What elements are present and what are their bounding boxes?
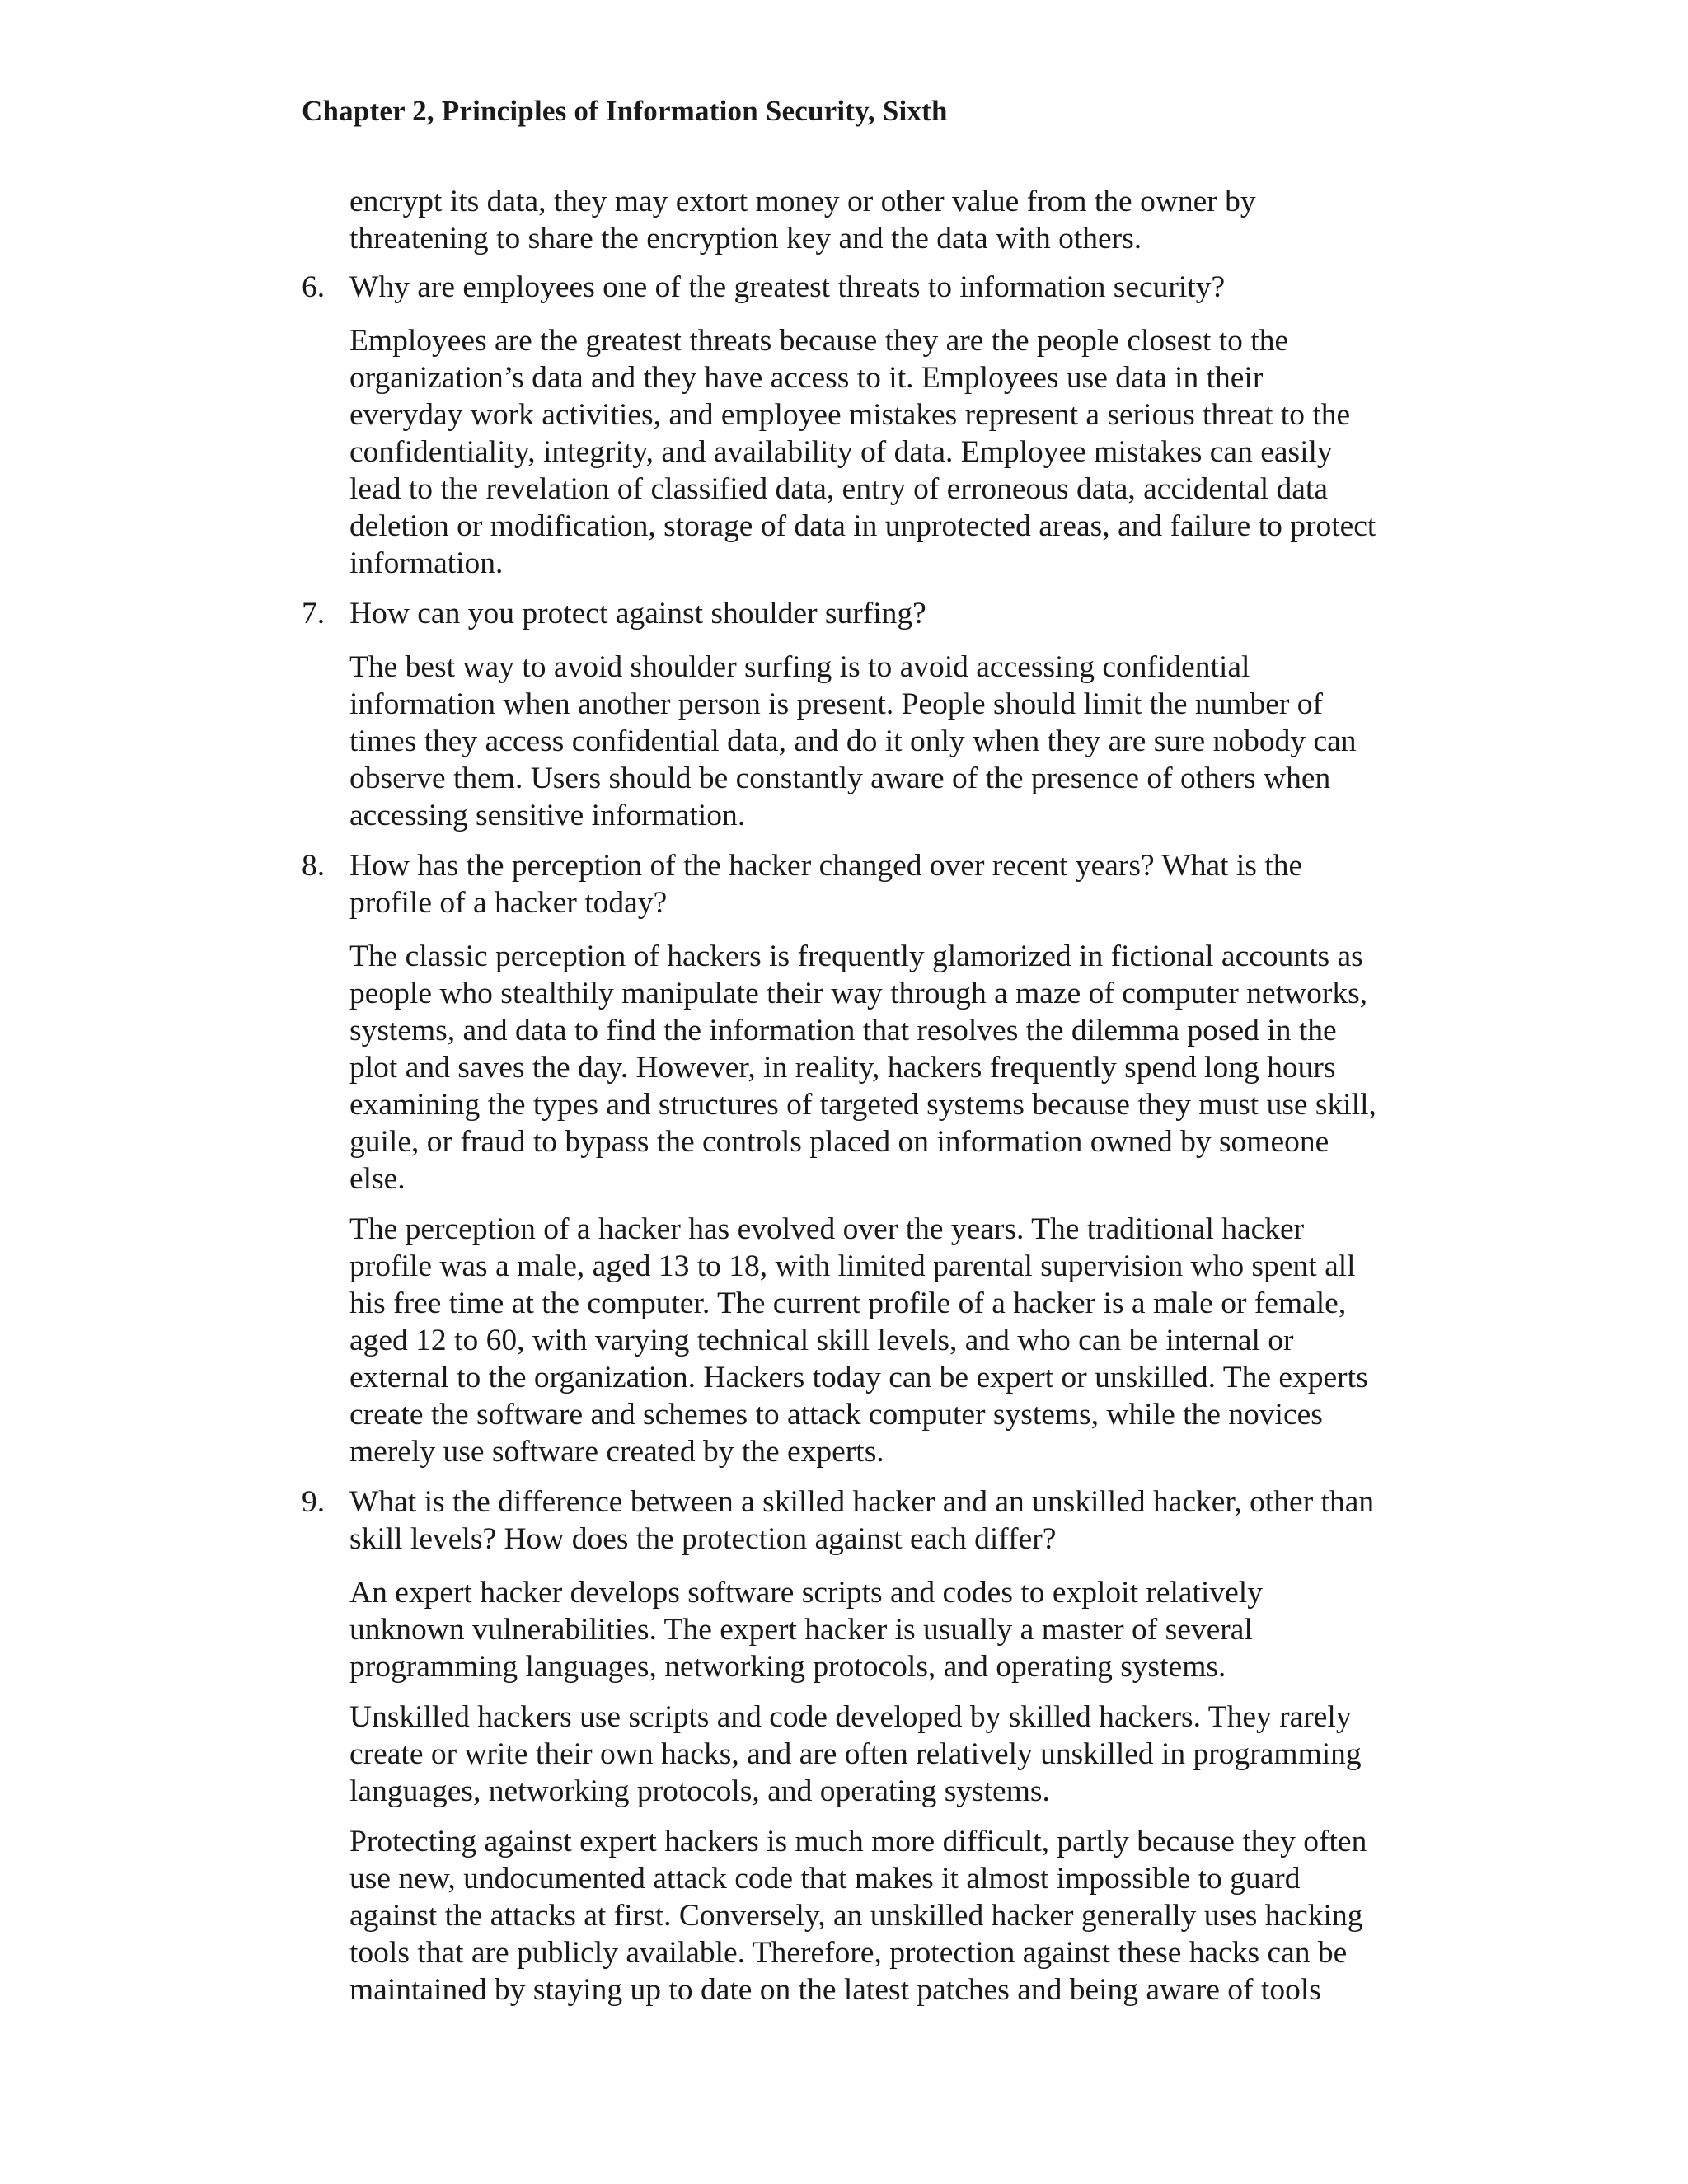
question-text: How can you protect against shoulder surfing? [349, 597, 926, 630]
answer-paragraph: Protecting against expert hackers is much more difficult, partly because they often use new, undocumented attack code that makes it almost impossible to guard against the attacks at first. Conversely, an unskilled hacker generally uses hacking tools that are publicly available. Therefore, protection against these hacks can be maintained by staying up to date on the latest patches and being aware of tools [349, 1825, 1367, 2007]
question-6 [302, 269, 1381, 306]
answer-paragraph: Employees are the greatest threats because they are the people closest to the organization’s data and they have access to it. Employees use data in their everyday work activities, and employee mistakes represent a serious threat to the confidentiality, integrity, and availability of data. Employee mistakes can easily lead to the revelation of classified data, entry of erroneous data, accidental data deletion or modification, storage of data in unprotected areas, and failure to protect information. [349, 324, 1376, 580]
question-9 [302, 1483, 1381, 1558]
question-text: Why are employees one of the greatest threats to information security? [349, 270, 1226, 304]
page-content [302, 183, 1381, 2022]
answer-paragraph: An expert hacker develops software scripts and codes to exploit relatively unknown vulnerabilities. The expert hacker is usually a master of several programming languages, networking protocols, and operating systems. [349, 1576, 1263, 1684]
answer-paragraph: The best way to avoid shoulder surfing is to avoid accessing confidential information when another person is present. People should limit the number of times they access confidential data, and do it only when they are sure nobody can observe them. Users should be constantly aware of the presence of others when accessing sensitive information. [349, 650, 1357, 832]
lead-paragraph: encrypt its data, they may extort money or other value from the owner by threatening to share the encryption key and the data with others. [349, 185, 1256, 255]
page-header: Chapter 2, Principles of Information Security, Sixth [302, 95, 948, 127]
question-8 [302, 847, 1381, 921]
question-7 [302, 595, 1381, 632]
question-number: 9. [302, 1485, 326, 1519]
question-number: 7. [302, 597, 326, 630]
question-text: How has the perception of the hacker changed over recent years? What is the profile of a hacker today? [349, 849, 1303, 920]
question-number: 8. [302, 849, 326, 883]
answer-paragraph: The classic perception of hackers is frequently glamorized in fictional accounts as people who stealthily manipulate their way through a maze of computer networks, systems, and data to find the information that resolves the dilemma posed in the plot and saves the day. However, in reality, hackers frequently spend long hours examining the types and structures of targeted systems because they must use skill, guile, or fraud to bypass the controls placed on information owned by someone else. [349, 940, 1376, 1196]
question-text: What is the difference between a skilled hacker and an unskilled hacker, other than skill levels? How does the protection against each differ? [349, 1485, 1375, 1556]
answer-paragraph: Unskilled hackers use scripts and code developed by skilled hackers. They rarely create or write their own hacks, and are often relatively unskilled in programming languages, networking protocols, and operating systems. [349, 1700, 1362, 1808]
answer-paragraph: The perception of a hacker has evolved over the years. The traditional hacker profile was a male, aged 13 to 18, with limited parental supervision who spent all his free time at the computer. The current profile of a hacker is a male or female, aged 12 to 60, with varying technical skill levels, and who can be internal or external to the organization. Hackers today can be expert or unskilled. The experts create the software and schemes to attack computer systems, while the novices merely use software created by the experts. [349, 1212, 1368, 1469]
question-number: 6. [302, 270, 326, 304]
